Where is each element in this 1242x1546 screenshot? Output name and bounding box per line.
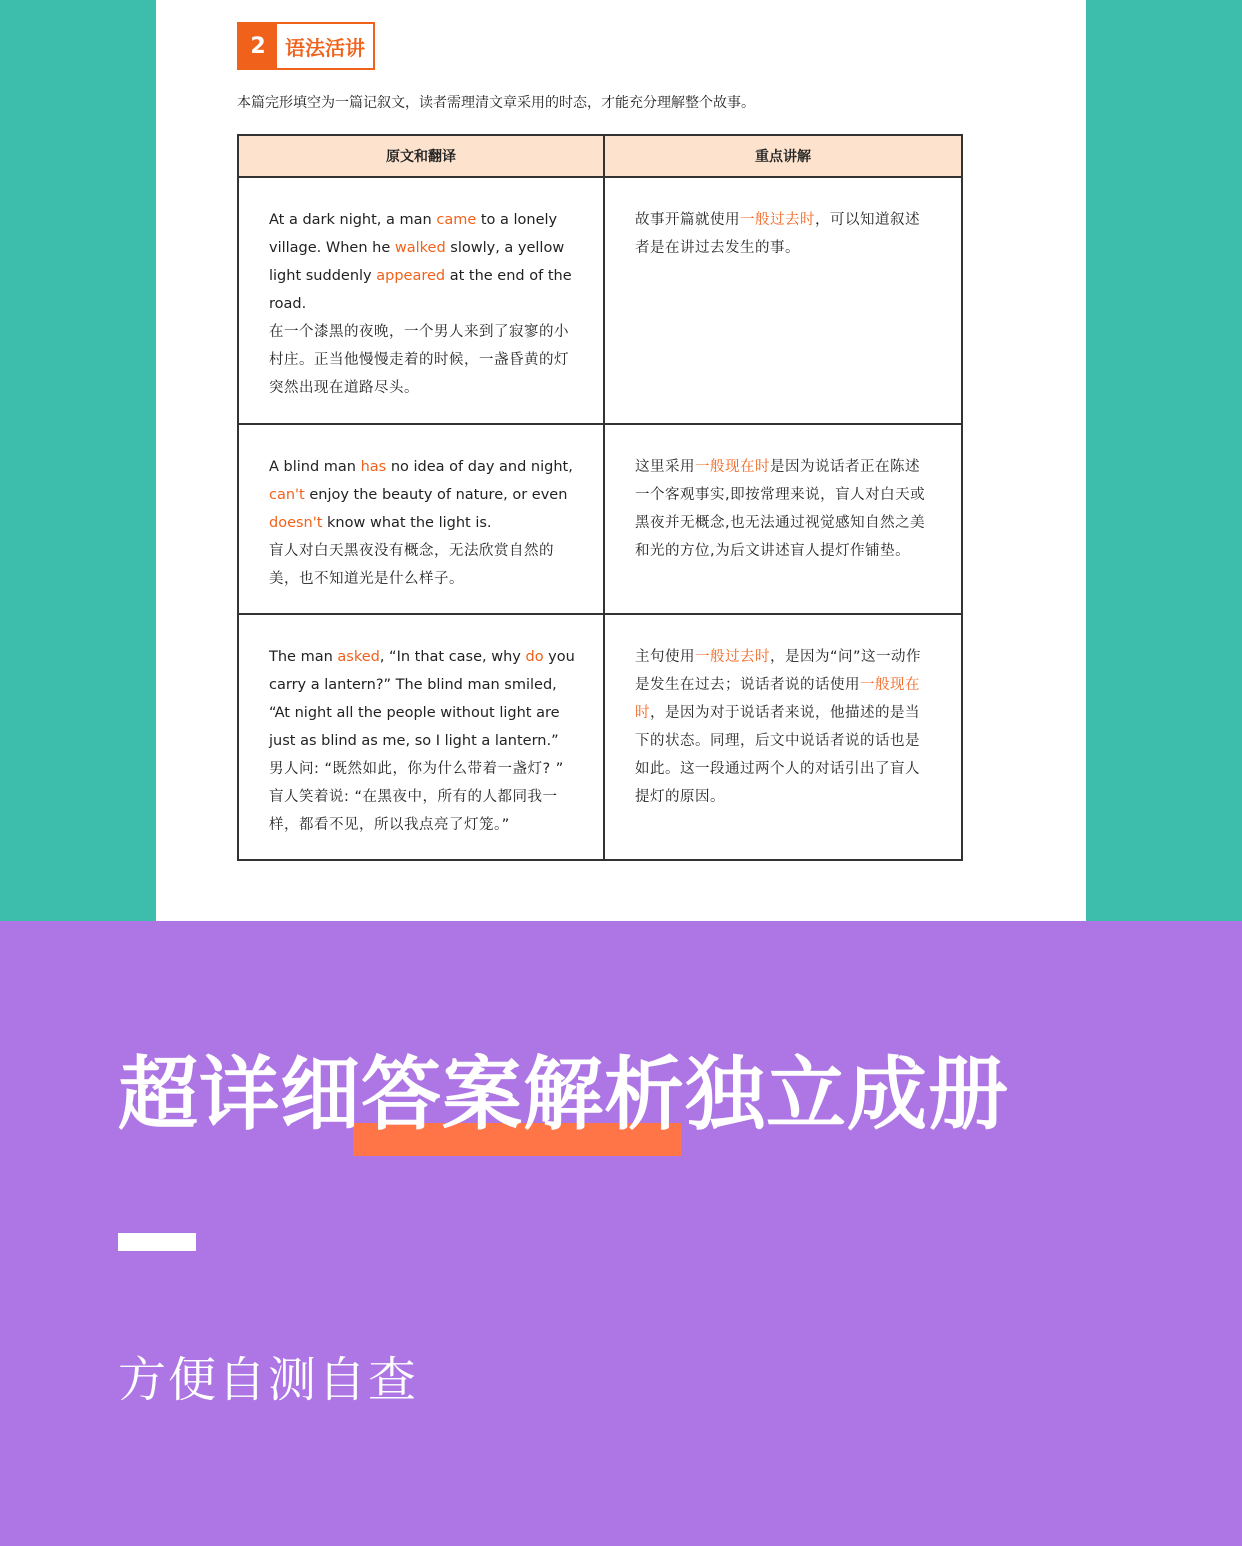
- note-text: [635, 643, 933, 811]
- highlighted-term: asked: [337, 649, 380, 665]
- highlighted-term: 一般现在时: [695, 459, 770, 475]
- original-cell: [238, 614, 604, 860]
- original-cell: [238, 424, 604, 614]
- table-header-row: [238, 135, 962, 177]
- english-text: [269, 206, 575, 318]
- text-run: enjoy the beauty of nature, or even: [304, 487, 568, 503]
- text-run: 主句使用: [635, 649, 695, 665]
- headline: 超详细答案解析独立成册: [118, 1048, 1009, 1141]
- section-heading: [237, 22, 375, 70]
- grammar-table: [237, 134, 963, 861]
- text-run: to a lonely village. When he: [269, 212, 558, 256]
- note-cell: [604, 424, 962, 614]
- highlighted-term: came: [436, 212, 477, 228]
- divider-dash: [118, 1233, 196, 1251]
- text-run: A blind man: [269, 459, 361, 475]
- text-run: ，可以知道叙述者是在讲过去发生的事。: [635, 212, 920, 256]
- text-run: 这里采用: [635, 459, 695, 475]
- section-number: 2: [239, 24, 277, 68]
- highlighted-term: doesn't: [269, 515, 323, 531]
- subheadline: 方便自测自查: [118, 1352, 419, 1408]
- note-text: [635, 206, 933, 262]
- chinese-translation: 在一个漆黑的夜晚，一个男人来到了寂寥的小村庄。正当他慢慢走着的时候，一盏昏黄的灯突然出现在道路尽头。: [269, 324, 569, 396]
- text-run: 是因为说话者正在陈述一个客观事实,即按常理来说，盲人对白天或黑夜并无概念,也无法通过视觉感知自然之美和光的方位,为后文讲述盲人提灯作铺垫。: [635, 459, 926, 559]
- text-run: , “In that case, why: [379, 649, 526, 665]
- table-row: [238, 424, 962, 614]
- text-run: at the end of the road.: [269, 268, 572, 312]
- highlighted-term: 一般现在时: [635, 677, 920, 721]
- book-page: [156, 0, 1086, 921]
- section-title: 语法活讲: [277, 24, 373, 68]
- text-run: 故事开篇就使用: [635, 212, 740, 228]
- text-run: The man: [269, 649, 338, 665]
- chinese-translation: 男人问: “既然如此，你为什么带着一盏灯? ” 盲人笑着说: “在黑夜中，所有的人都同我一样，都看不见，所以我点亮了灯笼。”: [269, 761, 564, 833]
- headline-group: [118, 1045, 1009, 1165]
- text-run: At a dark night, a man: [269, 212, 437, 228]
- promo-banner: [0, 921, 1242, 1546]
- chinese-translation: 盲人对白天黑夜没有概念，无法欣赏自然的美，也不知道光是什么样子。: [269, 543, 554, 587]
- note-text: [635, 453, 933, 565]
- highlighted-term: has: [360, 459, 387, 475]
- column-header-notes: 重点讲解: [604, 135, 962, 177]
- english-text: [269, 453, 575, 537]
- text-run: no idea of day and night,: [386, 459, 573, 475]
- text-run: ，是因为“问”这一动作是发生在过去；说话者说的话使用: [635, 649, 922, 693]
- intro-text: 本篇完形填空为一篇记叙文，读者需理清文章采用的时态，才能充分理解整个故事。: [237, 95, 755, 111]
- column-header-original: 原文和翻译: [238, 135, 604, 177]
- text-run: slowly, a yellow light suddenly: [269, 240, 565, 284]
- highlighted-term: 一般过去时: [695, 649, 770, 665]
- table-row: [238, 614, 962, 860]
- highlighted-term: 一般过去时: [740, 212, 815, 228]
- note-cell: [604, 177, 962, 424]
- note-cell: [604, 614, 962, 860]
- text-run: you carry a lantern?” The blind man smiled, “At night all the people without light are just as blind as me, so I light a lantern.”: [269, 649, 575, 749]
- highlighted-term: appeared: [376, 268, 446, 284]
- text-run: know what the light is.: [322, 515, 492, 531]
- text-run: ，是因为对于说话者来说，他描述的是当下的状态。同理，后文中说话者说的话也是如此。这一段通过两个人的对话引出了盲人提灯的原因。: [635, 705, 920, 805]
- original-cell: [238, 177, 604, 424]
- highlighted-term: walked: [394, 240, 446, 256]
- highlighted-term: do: [525, 649, 544, 665]
- highlighted-term: can't: [269, 487, 305, 503]
- english-text: [269, 643, 575, 755]
- table-row: [238, 177, 962, 424]
